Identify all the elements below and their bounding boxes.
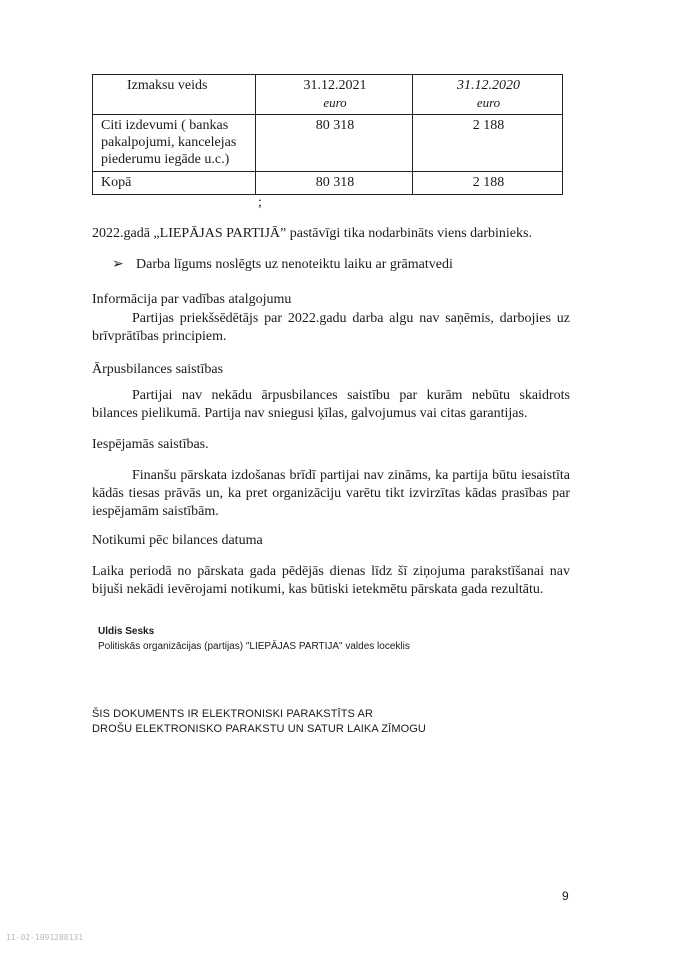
header-2020-unit: euro bbox=[476, 95, 501, 110]
section-heading: Ārpusbilances saistības bbox=[92, 362, 224, 377]
table-row-total bbox=[93, 172, 563, 195]
section-text: Partijas priekšsēdētājs par 2022.gadu darba algu nav saņēmis, darbojies uz brīvprātības principiem. bbox=[92, 311, 570, 344]
row-label: Citi izdevumi ( bankas pakalpojumi, kancelejas piederumu iegāde u.c.) bbox=[93, 115, 256, 172]
expenses-table bbox=[92, 74, 563, 195]
signatory-name: Uldis Sesks bbox=[98, 626, 155, 637]
header-cell-2020 bbox=[413, 75, 563, 115]
signatory-role: Politiskās organizācijas (partijas) "LIEPĀJAS PARTIJA" valdes loceklis bbox=[98, 641, 410, 652]
header-2021-label: 31.12.2021 bbox=[303, 78, 367, 93]
stray-mark: ; bbox=[258, 195, 262, 210]
section-heading: Iespējamās saistības. bbox=[92, 437, 209, 452]
header-2020-label: 31.12.2020 bbox=[457, 78, 520, 93]
section-heading: Notikumi pēc bilances datuma bbox=[92, 533, 263, 548]
section-text: Finanšu pārskata izdošanas brīdī partijai nav zināms, ka partija būtu iesaistīta kādās tiesas prāvās un, ka pret organizāciju varētu tikt izvirzītas kādas prasības par iespējamām saistībām. bbox=[92, 468, 570, 519]
bullet-item bbox=[112, 256, 453, 274]
document-id: 11-02-1091288131 bbox=[6, 933, 84, 942]
header-cell-2021 bbox=[256, 75, 413, 115]
bullet-text: Darba līgums noslēgts uz nenoteiktu laiku ar grāmatvedi bbox=[136, 257, 453, 272]
row-value-2020: 2 188 bbox=[413, 172, 563, 195]
table-row bbox=[93, 115, 563, 172]
header-2021-unit: euro bbox=[323, 95, 347, 110]
table-header-row bbox=[93, 75, 563, 115]
notice-line-1: ŠIS DOKUMENTS IR ELEKTRONISKI PARAKSTĪTS AR bbox=[92, 708, 373, 720]
header-type-label: Izmaksu veids bbox=[127, 78, 208, 93]
row-label: Kopā bbox=[93, 172, 256, 195]
arrow-bullet-icon: ➢ bbox=[112, 257, 124, 272]
employees-paragraph: 2022.gadā „LIEPĀJAS PARTIJĀ” pastāvīgi tika nodarbināts viens darbinieks. bbox=[92, 226, 532, 241]
section-heading: Informācija par vadības atalgojumu bbox=[92, 292, 292, 307]
notice-line-2: DROŠU ELEKTRONISKO PARAKSTU UN SATUR LAIKA ZĪMOGU bbox=[92, 723, 426, 735]
e-signature-notice bbox=[92, 707, 426, 737]
page-number: 9 bbox=[562, 889, 569, 903]
row-value-2021: 80 318 bbox=[256, 115, 413, 172]
row-value-2021: 80 318 bbox=[256, 172, 413, 195]
row-value-2020: 2 188 bbox=[413, 115, 563, 172]
section-text: Partijai nav nekādu ārpusbilances saistību par kurām nebūtu skaidrots bilances pielikumā. Partija nav sniegusi ķīlas, galvojumus vai citas garantijas. bbox=[92, 388, 570, 421]
section-text: Laika periodā no pārskata gada pēdējās dienas līdz šī ziņojuma parakstīšanai nav bijuši nekādi ievērojami notikumi, kas būtiski ietekmētu pārskata gada rezultātu. bbox=[92, 564, 570, 597]
header-cell-type bbox=[93, 75, 256, 115]
